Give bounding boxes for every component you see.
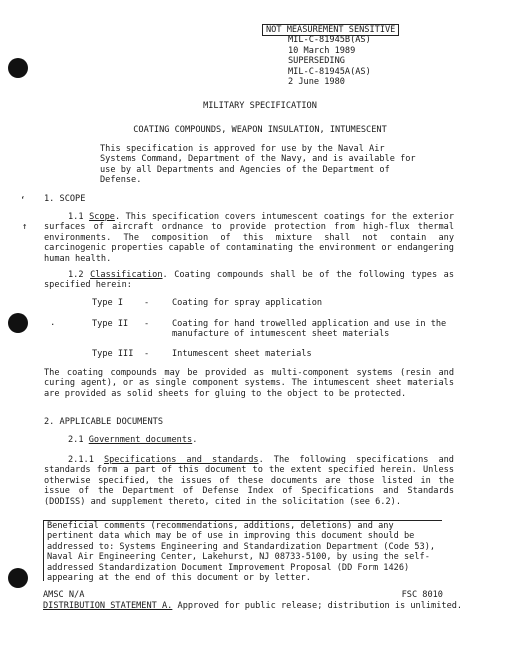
superseded-date: 2 June 1980: [288, 77, 345, 88]
paragraph-2-1-1: 2.1.1 Specifications and standards. The following specifications and standards form a part of this document to the extent specified herein. Unless otherwise specified, the issues of these documents are those listed in the issue of the Department of Defense Index of Specifications and Standards (DODISS) and supplement thereto, cited in the solicitation (see 6.2).: [44, 455, 454, 507]
classification-title: Classification: [90, 270, 163, 280]
page-subtitle: COATING COMPOUNDS, WEAPON INSULATION, INTUMESCENT: [133, 125, 387, 135]
specifications-title: Specifications and standards: [103, 455, 259, 465]
document-header: [262, 25, 462, 87]
punch-hole-middle: [8, 313, 28, 333]
footer-codes: [43, 590, 443, 600]
fsc-code: FSC 8010: [401, 590, 443, 600]
punch-hole-bottom: [8, 568, 28, 588]
margin-mark-1: ‘: [20, 196, 26, 206]
types-note: The coating compounds may be provided as multi-component systems (resin and curing agent), or as single component systems. The intumescent sheet materials are provided as solid sheets for gluing to the object to be protected.: [44, 368, 454, 399]
superseded-number: MIL-C-81945A(AS): [288, 66, 371, 77]
paragraph-1-2: 1.2 Classification. Coating compounds shall be of the following types as specified herein:: [44, 270, 454, 291]
type-row: Type II - Coating for hand trowelled application and use in the manufacture of intumescent sheet materials: [92, 319, 447, 340]
amsc-code: AMSC N/A: [43, 590, 85, 600]
punch-hole-top: [8, 58, 28, 78]
comments-notice: Beneficial comments (recommendations, additions, deletions) and any pertinent data which may be of use in improving this document should be addressed to: Systems Engineering and Standardization Department (Code 53), Naval Air Engineering Center, Lakehurst, NJ 08733-5100, by using the self-addressed Standardization Document Improvement Proposal (DD Form 1426) appearing at the end of this document or by letter.: [47, 521, 436, 584]
comments-notice-box: [43, 520, 442, 584]
scope-title: Scope: [89, 212, 115, 222]
doc-date: 10 March 1989: [288, 45, 356, 56]
section-2-heading: 2. APPLICABLE DOCUMENTS: [44, 417, 163, 427]
type-row: Type I - Coating for spray application: [92, 298, 323, 308]
sensitivity-label: NOT MEASUREMENT SENSITIVE: [262, 24, 399, 36]
paragraph-2-1: 2.1 Government documents.: [68, 435, 198, 445]
approval-statement: This specification is approved for use by the Naval Air Systems Command, Department of the Navy, and is available for use by all Departments and Agencies of the Department of Defense.: [100, 144, 416, 186]
margin-mark-2: ↑: [22, 222, 28, 232]
section-1-heading: 1. SCOPE: [44, 194, 86, 204]
doc-number: MIL-C-81945B(AS): [288, 35, 371, 46]
superseding-label: SUPERSEDING: [288, 56, 345, 67]
margin-mark-3: .: [50, 318, 56, 328]
distribution-statement: DISTRIBUTION STATEMENT A. Approved for public release; distribution is unlimited.: [43, 601, 463, 611]
type-row: Type III - Intumescent sheet materials: [92, 349, 312, 359]
paragraph-1-1: 1.1 Scope. This specification covers intumescent coatings for the exterior surfaces of aircraft ordnance to provide protection from high-flux thermal environments. The composition of this mixture shall not contain any carcinogenic properties capable of contaminating the environment or endangering human health.: [44, 212, 454, 264]
government-documents-title: Government documents: [88, 435, 193, 445]
page-title: MILITARY SPECIFICATION: [203, 101, 317, 111]
